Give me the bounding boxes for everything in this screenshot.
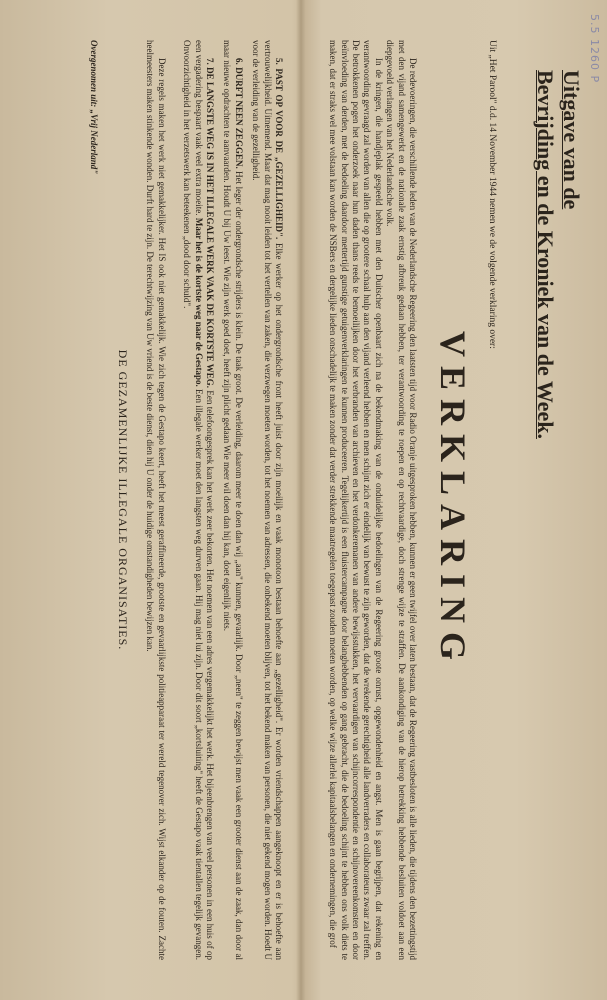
title-line-2: Bevrijding en de Kroniek van de Week. (533, 70, 558, 439)
source-credit: Overgenomen uit: „Vrij Nederland" (88, 40, 99, 175)
publication-title (532, 40, 584, 960)
intro-text: Uit „Het Parool" d.d. 14 November 1944 nemen we de volgende verklaring over: (487, 40, 497, 349)
paragraph: In de kringen, die handjeplak gespeeld hebben met den Duitscher openbaart zich na de bekendmaking van de onduidelijke bedoelingen van de Regeering groote onrust, opgewondenheid en angst. Men is gaan begrijpen, dat rekening en verantwoording gevraagd zal worden van allen die op grootere schaal hulp aan den vijand verleend hebben en men schijnt zich er eindelijk van bewust te zijn geworden, dat de wrekende gerechtigheid alle landverraders en collaborateurs zwaar zal treffen. De betrokkenen pogen het onderzoek naar hun daden thans reeds te bemoeilijken door het verbranden van archieven en het verdonkeremanen van andere bewijsstukken, het vervaardigen van schijncorrespondentie en schijnovereenkomsten en door beïnvloeding van derden, met de bedoeling daardoor mettertijd gunstige getuigenverklaringen te kunnen produceeren. Tegelijkertijd is een fluistercampagne door belanghebbenden op gang gebracht, die de bedoeling schijnt te hebben ons volk diets te maken, dat er straks wel mee volstaan kan worden de NSBers en dergelijke lieden onschadelijk te maken zonder dat verder strekkende maatregelen toegepast zouden moeten worden, op welke wijze allerlei kapitaalsbelangen en ondernemingen, die grof (328, 40, 384, 960)
rule-number: 6. (233, 58, 244, 65)
rule-heading: DURFT NEEN ZEGGEN. (233, 67, 244, 169)
rule-number: 5. (274, 58, 284, 65)
signature: DE GEZAMENLIJKE ILLEGALE ORGANISATIES. (115, 349, 130, 651)
closing-paragraph: Deze regels maken het werk niet gemakkelijker. Het IS ook niet gemakkelijk. Wie zich tegen de Gestapo keert, heeft het meest geraffineerde, grootste en gevaarlijkste politieapparaat ter wereld tegenover zich. Wijst elkander op de fouten. Zachte heelmeesters maken stinkende wonden. Durft hard te zijn. De terechtwijzing van Uw vriend is de beste dienst, dien hij U onder de huidige omstandigheden bewijzen kan. (145, 40, 167, 960)
title-line-1: Uitgave van de (559, 70, 584, 210)
left-column (2, 0, 292, 1000)
rule-heading: DE LANGSTE WEG IS IN HET ILLEGALE WERK VAAK DE KORTSTE WEG. (204, 67, 215, 389)
rule-text: Elke werker op het ondergrondsche front heeft juist door zijn moeilijk en vaak monotoon bestaan behoefte aan „gezelligheid". Er worden vriendschappen aangeknoopt en er is behoefte aan vertrouwelijkheid. Uitnemend. Maar dat mag nooit leiden tot het vertellen van zaken, die verzwegen moeten worden, tot het noemen van adressen, die onbekend moeten blijven, tot het bekend maken van personen, die niet gekend mogen worden. Hoedt U voor de verleiding van de gezelligheid. (251, 40, 284, 961)
rule-text-continued: Een illegale werker moet den langsten weg durven gaan. Hij mag niet lui zijn. Door dit soort „kortsluiting" heeft de Gestapo vaak tientallen tegelijk gevangen. Onvoorzichtigheid in het verzetswerk kan beteekenen „dood door schuld". (182, 40, 204, 961)
right-column (292, 0, 592, 1000)
archive-mark: 5.5 1260 P (588, 14, 601, 84)
rule-bold-text: Maar het is de kortste weg naar de Gestapo. (193, 217, 204, 387)
declaration-heading: VERKLARING (433, 330, 473, 670)
rule-heading: PAST OP VOOR DE „GEZELLIGHEID". (274, 68, 284, 240)
rule-item-7 (181, 40, 215, 960)
rule-number: 7. (204, 58, 215, 65)
rule-item-6 (221, 40, 244, 960)
rule-text: Het leger der ondergrondsche strijders is klein. De taak groot. De verleiding, daarom meer te doen dan wij „aan" kunnen, gevaarlijk. Door „neen" te zeggen bewijst men vaak een grooter dienst aan de zaak, dan door al maar nieuwe opdrachten te aanvaarden. Houdt U bij Uw leest. Wie zijn werk goed doet, heeft zijn plicht gedaan Wie meer wil doen dan hij kan, doet eigenlijk niets. (222, 40, 244, 961)
paragraph: De redevoeringen, die verschillende leden van de Nederlandsche Regeering den laatsten tijd voor Radio Oranje uitgesproken hebben, kunnen er geen twijfel over laten bestaan, dat de Regeering vastbesloten is alle lieden, die tijdens den bezettingstijd met den vijand samengewerkt en de nationale zaak ernstig afbreuk gedaan hebben, ter verantwoording te roepen en op rechtvaardige, doch strenge wijze te straffen. De aankondiging van de hierop betrekking hebbende besluiten voldoet aan een diepgevoeld verlangen van het Nederlandsche volk. (385, 40, 418, 960)
declaration-body (327, 40, 418, 960)
rule-item-5 (250, 40, 284, 960)
rule-text: Een telefoongesprek kan het werk zeer bekorten. Het noemen van een adres vergemakkelijkt het werk. Het bijeenbrengen van veel personen in een huis of op een vergadering bespaart vaak veel extra moeite. (193, 40, 215, 960)
